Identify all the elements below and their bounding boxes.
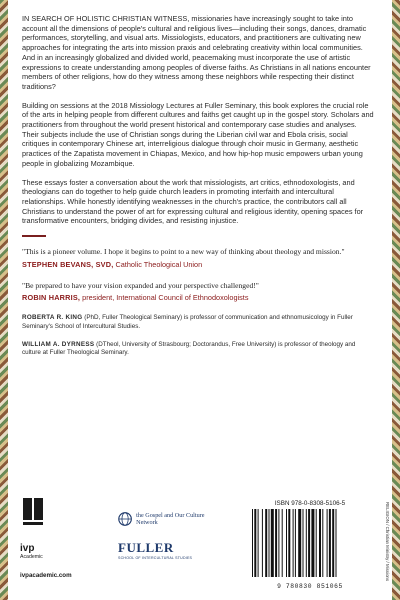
decorative-border-left — [0, 0, 8, 600]
endorsement-quote: "This is a pioneer volume. I hope it begins to point to a new way of thinking about theology and mission." — [22, 247, 345, 257]
endorsement-quote: "Be prepared to have your vision expanded and your perspective challenged!" — [22, 280, 259, 290]
decorative-border-right — [392, 0, 400, 600]
endorsement-attribution — [22, 293, 374, 302]
author-bio — [22, 341, 374, 358]
gospel-culture-network-logo — [118, 504, 208, 534]
ivp-imprint: Academic — [20, 554, 43, 560]
author-bio-text: (DTheol, University of Strasbourg; Doctorandus, Free University) is professor of theology and culture at Fuller Theological Seminary. — [22, 341, 356, 357]
section-divider — [22, 235, 46, 237]
back-cover-text — [22, 14, 374, 368]
ivp-logo-icon — [20, 496, 48, 536]
endorser-affiliation: Catholic Theological Union — [115, 259, 203, 269]
isbn-digits: 9 780830 851065 — [277, 583, 343, 590]
description-paragraph-1: IN SEARCH OF HOLISTIC CHRISTIAN WITNESS, missionaries have increasingly sought to take into account all the dimensions of people's cultural and religious lives—including their songs, dances, dramatic performances, storytelling, and visual arts. Missiologists, educators, and practitioners are cultivating new approaches for integrating the arts into mission praxis and celebrating creativity within local communities. And in an increasingly globalized and divided world, peacemaking must incorporate the use of artistic expressions to create understanding among peoples of diverse faiths. As Christians in all nations encounter members of other religions, how do they witness among these neighbors while respecting their distinct traditions? — [22, 14, 371, 91]
category-label: RELIGION / Christian Ministry / Missions — [385, 502, 390, 582]
endorsement — [22, 247, 374, 269]
author-bio-text: (PhD, Fuller Theological Seminary) is professor of communication and ethnomusicology in Fuller Seminary's School of Intercultural Studies. — [22, 314, 353, 330]
fuller-logo — [118, 540, 228, 560]
publisher-url: ivpacademic.com — [20, 572, 72, 579]
fuller-wordmark: FULLER — [118, 540, 174, 555]
isbn-barcode — [250, 500, 370, 592]
fuller-school: SCHOOL OF INTERCULTURAL STUDIES — [118, 556, 193, 560]
author-bio — [22, 314, 374, 331]
ivp-wordmark: ivp — [20, 543, 35, 554]
globe-icon — [118, 510, 132, 528]
isbn-label: ISBN 978-0-8308-5106-5 — [274, 500, 346, 507]
description-paragraph-3: These essays foster a conversation about the work that missiologists, art critics, ethnodoxologists, and theologians can do together to help guide church leaders in promoting interfaith and intercultural relationships. While honestly identifying weaknesses in the church's practice, the contributors call all Christians to understand the power of art for expressing cultural and religious identity, opening spaces for transformative encounters, bridging divides, and resisting injustice. — [22, 177, 364, 226]
ivp-academic-logo — [20, 496, 56, 560]
endorsement — [22, 281, 374, 303]
barcode-bars — [250, 509, 368, 577]
endorser-affiliation: president, International Council of Ethnodoxologists — [82, 293, 249, 303]
endorsement-attribution — [22, 260, 374, 269]
description-paragraph-2: Building on sessions at the 2018 Missiology Lectures at Fuller Seminary, this book explores the crucial role of the arts in helping people from different cultures and faiths get caught up in the gospel story. Scholars and practitioners from throughout the world present historical and contemporary case studies and analyses. Their subjects include the use of Christian songs during the Liberian civil war and Ebola crisis, social critiques in contemporary Chinese art, interreligious dialogue through choir music in Germany, aesthetic practices of the Zapatista movement in Chiapas, Mexico, and how hip-hop music empowers urban young people in globalizing Mozambique. — [22, 100, 374, 168]
endorser-name: STEPHEN BEVANS, SVD, — [22, 259, 114, 269]
gospel-network-name: the Gospel and Our Culture Network — [136, 512, 205, 526]
author-name: WILLIAM A. DYRNESS — [22, 341, 95, 349]
author-name: ROBERTA R. KING — [22, 314, 83, 322]
endorser-name: ROBIN HARRIS, — [22, 293, 81, 303]
